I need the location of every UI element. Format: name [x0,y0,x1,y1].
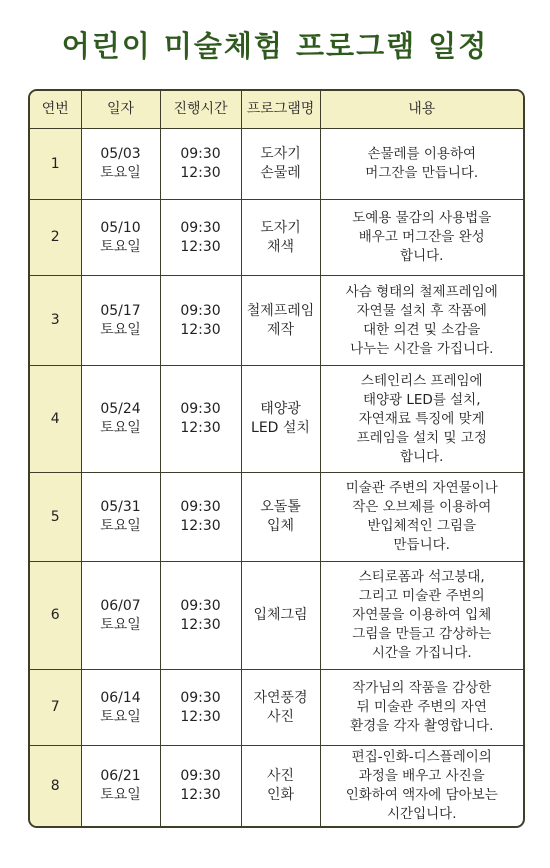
row-content: 손물레를 이용하여 머그잔을 만듭니다. [320,129,523,200]
row-program: 철제프레임 제작 [241,276,320,366]
row-number: 1 [30,129,81,200]
row-number: 3 [30,276,81,366]
row-number: 6 [30,562,81,670]
row-program: 도자기 채색 [241,200,320,276]
row-time: 09:30 12:30 [160,473,241,562]
row-date: 06/14 토요일 [81,670,160,746]
row-number: 5 [30,473,81,562]
row-program: 입체그림 [241,562,320,670]
header-number: 연번 [30,91,81,129]
row-number: 8 [30,746,81,827]
table-row [30,200,523,276]
page-title: 어린이 미술체험 프로그램 일정 [61,29,489,63]
row-content: 스테인리스 프레임에 태양광 LED를 설치, 자연재료 특징에 맞게 프레임을 설치 및 고정 합니다. [320,366,523,473]
table-row [30,276,523,366]
row-content: 미술관 주변의 자연물이나 작은 오브제를 이용하여 반입체적인 그림을 만듭니다. [320,473,523,562]
row-time: 09:30 12:30 [160,366,241,473]
row-time: 09:30 12:30 [160,746,241,827]
schedule-table-frame [28,89,525,828]
row-date: 06/21 토요일 [81,746,160,827]
header-date: 일자 [81,91,160,129]
row-date: 05/10 토요일 [81,200,160,276]
table-row [30,473,523,562]
row-program: 자연풍경 사진 [241,670,320,746]
row-number: 2 [30,200,81,276]
row-time: 09:30 12:30 [160,562,241,670]
row-date: 05/03 토요일 [81,129,160,200]
header-program: 프로그램명 [241,91,320,129]
table-row [30,562,523,670]
header-time: 진행시간 [160,91,241,129]
row-program: 오돌톨 입체 [241,473,320,562]
table-row [30,366,523,473]
row-content: 도예용 물감의 사용법을 배우고 머그잔을 완성 합니다. [320,200,523,276]
row-time: 09:30 12:30 [160,200,241,276]
table-row [30,670,523,746]
row-time: 09:30 12:30 [160,670,241,746]
row-time: 09:30 12:30 [160,276,241,366]
row-time: 09:30 12:30 [160,129,241,200]
header-content: 내용 [320,91,523,129]
row-content: 스티로폼과 석고붕대, 그리고 미술관 주변의 자연물을 이용하여 입체 그림을 만들고 감상하는 시간을 가집니다. [320,562,523,670]
row-content: 편집-인화-디스플레이의 과정을 배우고 사진을 인화하여 액자에 담아보는 시간입니다. [320,746,523,827]
row-date: 06/07 토요일 [81,562,160,670]
header-row [30,91,523,129]
row-program: 태양광 LED 설치 [241,366,320,473]
schedule-table [30,91,523,826]
table-row [30,746,523,827]
row-number: 4 [30,366,81,473]
row-date: 05/17 토요일 [81,276,160,366]
row-content: 사슴 형태의 철제프레임에 자연물 설치 후 작품에 대한 의견 및 소감을 나누는 시간을 가집니다. [320,276,523,366]
row-date: 05/24 토요일 [81,366,160,473]
row-program: 도자기 손물레 [241,129,320,200]
row-content: 작가님의 작품을 감상한 뒤 미술관 주변의 자연 환경을 각자 촬영합니다. [320,670,523,746]
row-program: 사진 인화 [241,746,320,827]
row-number: 7 [30,670,81,746]
table-row [30,129,523,200]
row-date: 05/31 토요일 [81,473,160,562]
